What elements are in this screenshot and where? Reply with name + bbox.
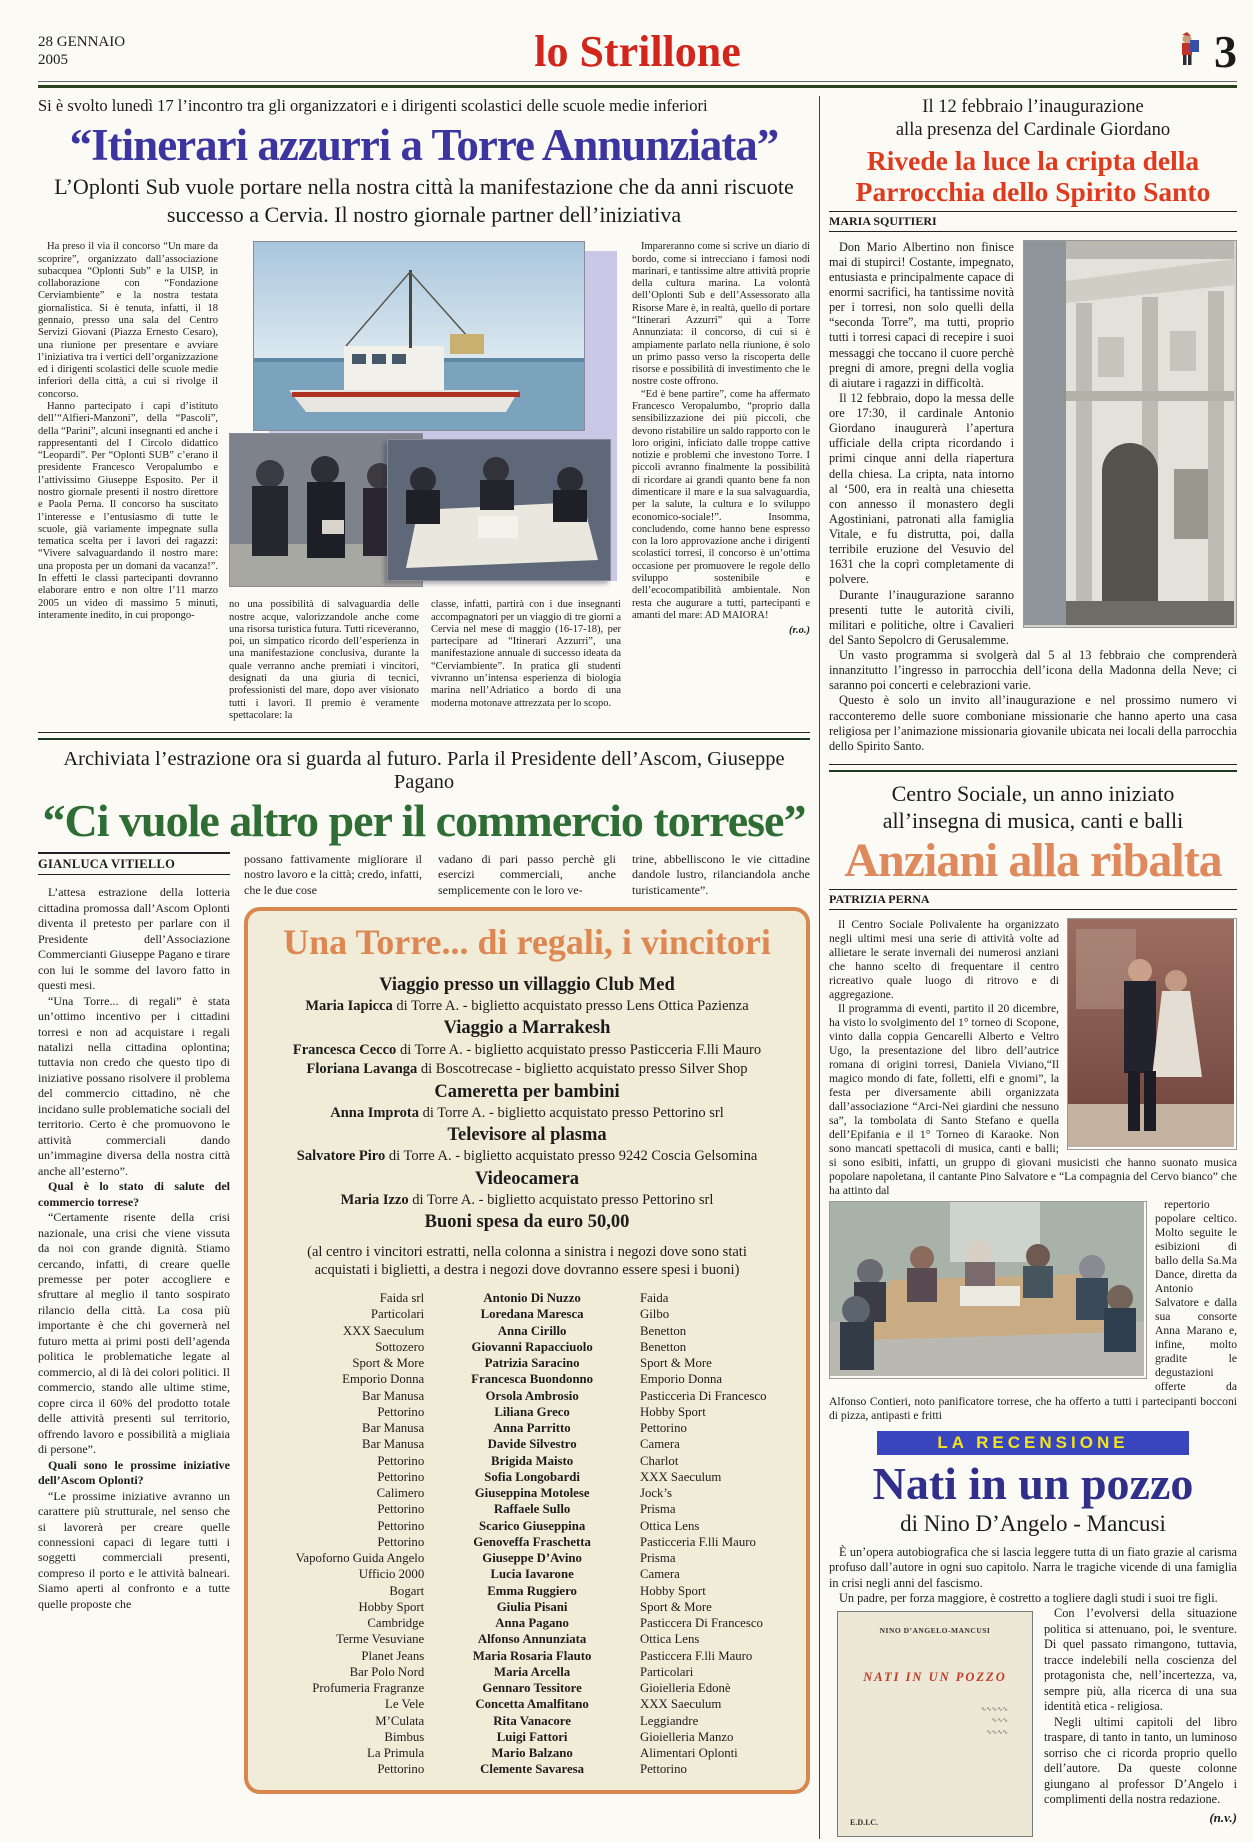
prize-list [266, 973, 788, 1235]
purchase-shop: M’Culata [375, 1713, 425, 1728]
winner-row [266, 1615, 788, 1631]
purchase-shop: Hobby Sport [358, 1599, 425, 1614]
article-byline: PATRIZIA PERNA [829, 889, 1237, 910]
purchase-shop: Sport & More [352, 1356, 425, 1371]
winner-name: Alfonso Annunziata [477, 1632, 587, 1647]
spend-shop: Camera [639, 1437, 680, 1452]
winner-row [266, 1404, 788, 1420]
winner-row [266, 1290, 788, 1306]
purchase-shop: Particolari [370, 1307, 425, 1322]
winner-name: Maria Rosaria Flauto [472, 1648, 592, 1663]
review-banner: LA RECENSIONE [877, 1431, 1189, 1455]
winner-row [266, 1388, 788, 1404]
mascot-icon [1176, 32, 1202, 71]
winner-name: Concetta Amalfitano [475, 1697, 589, 1712]
spend-shop: Prisma [639, 1502, 676, 1517]
winner-name: Gennaro Tessitore [482, 1681, 582, 1696]
prize-winner: Maria Izzo di Torre A. - biglietto acquistato presso Pettorino srl [340, 1191, 714, 1208]
purchase-shop: Ufficio 2000 [358, 1567, 425, 1582]
winner-name: Anna Parritto [493, 1421, 571, 1436]
article-top-columns [244, 852, 810, 898]
winner-name: Davide Silvestro [487, 1437, 577, 1452]
winner-row [266, 1599, 788, 1615]
article-kicker: Archiviata l’estrazione ora si guarda al futuro. Parla il Presidente dell’Ascom, Giuseppe Pagano [63, 748, 785, 794]
purchase-shop: Vapoforno Guida Angelo [295, 1551, 425, 1566]
purchase-shop: Profumeria Fragranze [312, 1681, 425, 1696]
winner-name: Anna Cirillo [497, 1323, 567, 1338]
spend-shop: Charlot [639, 1453, 679, 1468]
article-kicker: Si è svolto lunedì 17 l’incontro tra gli organizzatori e i dirigenti scolastici delle scuole medie inferiori [38, 96, 708, 115]
purchase-shop: Bar Polo Nord [349, 1664, 425, 1679]
winner-row [266, 1485, 788, 1501]
spend-shop: Alimentari Oplonti [639, 1746, 738, 1761]
page-number: 3 [1214, 25, 1237, 77]
purchase-shop: Calimero [376, 1486, 425, 1501]
spend-shop: Pettorino [639, 1762, 687, 1777]
purchase-shop: Bar Manusa [362, 1437, 425, 1452]
purchase-shop: Le Vele [385, 1697, 425, 1712]
article-headline: “Itinerari azzurri a Torre Annunziata” [69, 119, 779, 170]
paragraph: Un padre, per forza maggiore, è costretto a togliere dagli studi i suoi tre figli. [839, 1590, 1218, 1605]
prize-winner: Francesca Cecco di Torre A. - biglietto acquistato presso Pasticceria F.lli Mauro [292, 1041, 762, 1058]
article-body [829, 240, 1237, 754]
book-title: NATI IN UN POZZO [863, 1669, 1007, 1684]
winner-row [266, 1664, 788, 1680]
winner-row [266, 1518, 788, 1534]
spend-shop: Benetton [639, 1339, 687, 1354]
winner-row [266, 1534, 788, 1550]
winner-name: Rita Vanacore [493, 1713, 571, 1728]
spend-shop: XXX Saeculum [639, 1469, 722, 1484]
book-author: NINO D’ANGELO-MANCUSI [879, 1626, 991, 1636]
spend-shop: Hobby Sport [639, 1583, 706, 1598]
prize-winner: Anna Improta di Torre A. - biglietto acquistato presso Pettorino srl [330, 1104, 724, 1121]
purchase-shop: Pettorino [377, 1518, 425, 1533]
purchase-shop: Pettorino [377, 1469, 425, 1484]
paragraph: Con l’evolversi della situazione politica si attenuano, poi, le sventure. Di quel passato rimangono, tuttavia, tracce indelebili nella coscienza del protagonista che, nell’incertezza, va, sempre più, alla ricerca di una sua identità etica - religiosa. [1044, 1606, 1237, 1714]
prize-title: Viaggio a Marrakesh [443, 1018, 611, 1039]
purchase-shop: Pettorino [377, 1404, 425, 1419]
prize-winner: Maria Iapicca di Torre A. - biglietto acquistato presso Lens Ottica Pazienza [305, 997, 749, 1014]
purchase-shop: Bar Manusa [362, 1388, 425, 1403]
kicker-line: Il 12 febbraio l’inaugurazione [922, 97, 1144, 117]
winner-row [266, 1306, 788, 1322]
winner-row [266, 1680, 788, 1696]
spend-shop: Benetton [639, 1323, 687, 1338]
purchase-shop: Pettorino [377, 1762, 425, 1777]
newspaper-title: lo Strillone [534, 27, 741, 76]
winner-name: Scarico Giuseppina [478, 1518, 586, 1533]
winner-name: Mario Balzano [491, 1746, 573, 1761]
article-column-1 [38, 241, 218, 722]
winner-row [266, 1469, 788, 1485]
winner-row [266, 1501, 788, 1517]
spend-shop: Ottica Lens [639, 1632, 700, 1647]
masthead [38, 26, 1237, 77]
meeting-photo-right [387, 439, 611, 581]
article-column-2: no una possibilità di salvaguardia delle nostre acque, valorizzandole anche come una risorsa turistica futura. Tutti riceveranno, poi, un simpatico ricordo dell’esperienza in una manifestazione conclusiva, durante la quale verranno anche premiati i vincitori, designati da una giuria di tecnici, professionisti del mare, dopo aver visionato tutti i lavori. Il premio è veramente spettacolare: la [229, 599, 419, 721]
winner-row [266, 1696, 788, 1712]
paragraph: Il 12 febbraio, dopo la messa delle ore 17:30, il cardinale Antonio Giordano inaugurerà l’apertura ufficiale della cripta ricordando i primi cinque anni della riapertura della chiesa. La cripta, nata intorno al ‘500, era in realtà una chiesetta con annesso il monastero degli Agostiniani, patronati alla famiglia Vitale, e fu distrutta, poi, dalla terribile eruzione del Vesuvio del 1631 che la coprì completamente di polvere. [829, 390, 1014, 587]
spend-shop: Gioielleria Edonè [639, 1681, 731, 1696]
prize-winner: Salvatore Piro di Torre A. - biglietto acquistato presso 9242 Coscia Gelsomina [296, 1148, 758, 1165]
paragraph: L’attesa estrazione della lotteria cittadina promossa dall’Ascom Oplonti diventa il pretesto per parlare con il Presidente dell’Associazione Commercianti Giuseppe Pagano e tirare con lui le somme del lavoro fatto in questi mesi. [38, 885, 230, 993]
winner-row [266, 1761, 788, 1777]
article-headline: Anziani alla ribalta [844, 833, 1222, 887]
spend-shop: Gioielleria Manzo [639, 1729, 734, 1744]
winner-name: Giulia Pisani [496, 1599, 568, 1614]
winners-table [266, 1290, 788, 1778]
book-cover-caption: ∿∿∿∿∿ ∿∿∿ ∿∿∿∿ [980, 1705, 1008, 1737]
review-signature: (n.v.) [1209, 1809, 1237, 1825]
date-line2: 2005 [38, 51, 68, 68]
winner-row [266, 1420, 788, 1436]
church-facade-photo [1023, 240, 1237, 628]
winner-row [266, 1550, 788, 1566]
article-column-4 [632, 241, 810, 722]
winner-row [266, 1339, 788, 1355]
winner-name: Sofia Longobardi [484, 1469, 580, 1484]
purchase-shop: Sottozero [375, 1339, 425, 1354]
winner-row [266, 1631, 788, 1647]
spend-shop: Hobby Sport [639, 1404, 706, 1419]
article-column-3: vadano di pari passo perchè gli esercizi commerciali, anche semplicemente con le loro ve- [438, 852, 616, 897]
section-divider-rule [829, 764, 1237, 772]
prize-winner: Floriana Lavanga di Boscotrecase - biglietto acquistato presso Silver Shop [306, 1061, 748, 1078]
left-section [38, 96, 810, 1839]
article-cripta [829, 96, 1237, 754]
article-column-1 [38, 852, 230, 1794]
winners-note: (al centro i vincitori estratti, nella colonna a sinistra i negozi dove sono stati acquistati i biglietti, a destra i negozi dove dovranno essere spesi i buoni) [307, 1243, 747, 1279]
issue-date [38, 34, 188, 69]
article-commercio [38, 748, 810, 1794]
paragraph: repertorio popolare celtico. Molto seguite le esibizioni di ballo della Sa.Ma Dance, diretta da Antonio Salvatore e dalla sua consorte Anna Marano e, infine, molto gradite le degustazioni offerte da Alfonso Contieri, noto panificatore torrese, che ha offerto a tutti i partecipanti bocconi di pizza, antipasti e fritti [829, 1198, 1237, 1422]
purchase-shop: Cambridge [367, 1616, 425, 1631]
spend-shop: XXX Saeculum [639, 1697, 722, 1712]
winner-name: Giuseppina Motolese [474, 1486, 590, 1501]
spend-shop: Camera [639, 1567, 680, 1582]
article-headline: Rivede la luce la cripta della Parrocchia dello Spirito Santo [855, 145, 1211, 207]
winner-row [266, 1436, 788, 1452]
article-headline: “Ci vuole altro per il commercio torrese” [42, 795, 806, 847]
winner-name: Raffaele Sullo [493, 1502, 571, 1517]
spend-shop: Faida [639, 1291, 669, 1306]
winner-row [266, 1371, 788, 1387]
article-column-2: possano fattivamente migliorare il nostro lavoro e la città; credo, infatti, che le due cose [244, 852, 422, 897]
paragraph: “Certamente risente della crisi nazionale, una crisi che viene vissuta da noi con grande dignità. Stiamo cercando, infatti, di creare quelle premesse per poter accogliere e sfruttare al meglio il tanto sospirato rilancio della città. La cosa più importante è che chi governerà nel futuro metta ai primi posti dell’agenda politica le problematiche legate al commercio, al di là dei colori politici. Il commercio, stando alle ultime stime, copre circa il 60% del prodotto totale delle attività presenti sul territorio, offrendo lavoro e possibilità a migliaia di persone”. [38, 1210, 230, 1457]
spend-shop: Jock’s [639, 1486, 672, 1501]
spend-shop: Emporio Donna [639, 1372, 723, 1387]
winner-row [266, 1355, 788, 1371]
article-kicker [829, 96, 1237, 141]
spend-shop: Sport & More [639, 1356, 712, 1371]
paragraph: Il programma di eventi, partito il 20 dicembre, ha visto lo svolgimento del 1° torneo di Scopone, vinto dalla coppia Gencarelli Alberto e Veltro Ugo, la presentazione del libro dell’autrice romana di origini torresi, Daniela Viviano,“Il magico mondo di fate, folletti, elfi e gnomi”, la festa per diversamente abili organizzata dall’associazione “Arci-Nei giardini che nessuno sa”, la tombolata di Santo Stefano e quella dell’Epifania e il 1° Torneo di Karaoke. Non sono mancati spettacoli di musica, canti e balli; si sono esibiti, infatti, un gruppo di giovani musicisti che hanno suonato musica popolare napoletana, il cantante Pino Salvatore e “La compagnia del Cervo bianco” che ha attinto dal [829, 1002, 1237, 1198]
winner-name: Maria Arcella [494, 1664, 571, 1679]
winner-row [266, 1648, 788, 1664]
winner-row [266, 1745, 788, 1761]
article-column-4: trine, abbelliscono le vie cittadine dandole lustro, rilanciandola anche turisticamente”. [632, 852, 810, 897]
spend-shop: Gilbo [639, 1307, 670, 1322]
article-anziani [829, 780, 1237, 1423]
vertical-column-divider [819, 96, 820, 1839]
paragraph: Don Mario Albertino non finisce mai di stupirci! Costante, impegnato, entusiasta e principalmente capace di enormi sacrifici, ha tantissime novità per i torresi, non solo quelli della “seconda Torre”, ma tutti, proprio tutti i torresi capaci di recepire i suoi messaggi che toccano il cuore perchè pregni di amore, pregni della voglia di aiutare i ragazzi in difficoltà. [829, 239, 1014, 390]
article-deck: L’Oplonti Sub vuole portare nella nostra città la manifestazione che da anni riscuote successo a Cervia. Il nostro giornale partner dell’iniziativa [54, 174, 794, 228]
spend-shop: Particolari [639, 1664, 694, 1679]
review-body [829, 1545, 1237, 1840]
winners-box [244, 907, 810, 1794]
winner-name: Lucia Iavarone [490, 1567, 574, 1582]
date-line1: 28 GENNAIO [38, 34, 126, 51]
spend-shop: Sport & More [639, 1599, 712, 1614]
article-photo-area [229, 241, 621, 722]
prize-title: Videocamera [474, 1168, 580, 1189]
article-byline: MARIA SQUITIERI [829, 211, 1237, 232]
prize-title: Viaggio presso un villaggio Club Med [379, 974, 675, 995]
article-column-3: classe, infatti, partirà con i due insegnanti accompagnatori per un viaggio di tre giorni a Cervia nel mese di maggio (16-17-18), per partecipare ad “Itinerari Azzurri”, una manifestazione annuale di successo ideata da “Cerviambiente”. In pratica gli studenti vivranno un’intensa esperienza di biologia marina nell’Adriatico a bordo di una moderna motonave attrezzata per lo scopo. [431, 599, 621, 709]
right-section [829, 96, 1237, 1839]
paragraph: Questo è solo un invito all’inaugurazione e nel prossimo numero vi racconteremo delle suore comboniane missionarie che hanno aperto una casa religiosa per l’animazione missionaria giovanile ubicata nei locali della parrocchia dello Spirito Santo. [829, 693, 1237, 753]
prize-title: Televisore al plasma [447, 1125, 607, 1146]
winner-row [266, 1583, 788, 1599]
purchase-shop: Faida srl [379, 1291, 425, 1306]
purchase-shop: Planet Jeans [361, 1648, 425, 1663]
kicker-line: alla presenza del Cardinale Giordano [895, 119, 1171, 140]
purchase-shop: Terme Vesuviane [336, 1632, 425, 1647]
winner-row [266, 1729, 788, 1745]
purchase-shop: Bar Manusa [362, 1421, 425, 1436]
winner-name: Genoveffa Fraschetta [473, 1534, 591, 1549]
paragraph: Impareranno come si scrive un diario di bordo, come si intrecciano i famosi nodi marinari, e tantissime altre attività proprie della cultura marina. La volontà dell’Oplonti Sub e dell’Assessorato alla Risorse Mare è, in realtà, quello di portare “Itinerari Azzurri” qui a Torre Annunziata: il concorso, di cui si è ampiamente parlato nella riunione, è solo un primo passo verso la riscoperta delle risorse e possibilità di investimento che le nostre coste offrono. [632, 241, 810, 388]
purchase-shop: Pettorino [377, 1534, 425, 1549]
section-divider-rule [38, 732, 810, 740]
purchase-shop: XXX Saeculum [342, 1323, 425, 1338]
winner-name: Liliana Greco [494, 1404, 570, 1419]
purchase-shop: La Primula [367, 1746, 425, 1761]
paragraph: Negli ultimi capitoli del libro traspare, di tanto in tanto, un luminoso sorriso che ci ricorda proprio quello dell’autore. Da queste colonne giungano al professor D’Angelo i complimenti della nostra redazione. [1044, 1714, 1237, 1807]
spend-shop: Pasticcera F.lli Mauro [639, 1648, 753, 1663]
paragraph: Ha preso il via il concorso “Un mare da scoprire”, organizzato dall’associazione subacquea “Oplonti Sub” e la UISP, in collaborazione con “Fondazione Cerviambiente” e la nostra testata giornalistica. Si è tenuta, infatti, il 18 gennaio, presso una sala del Centro Servizi Giovani (Piazza Ernesto Cesaro), una riunione per presentare e avviare l’iniziativa tra i vertici dell’organizzazione ed i dirigenti scolastici delle scuole medie inferiori della città, a cui si rivolge il concorso. [38, 241, 218, 400]
review-subtitle: di Nino D’Angelo - Mancusi [900, 1510, 1166, 1536]
winner-row [266, 1453, 788, 1469]
paragraph: Hanno partecipato i capi d’istituto dell’“Alfieri-Manzoni”, della “Pascoli”, della “Parini”, alcuni insegnanti ed anche i rappresentanti del I Circolo didattico “Leopardi”. Per “Oplonti SUB” c’erano il presidente Francesco Veropalumbo e l’attivissimo Giuseppe Esposito. Per il nostro giornale presenti il nostro direttore e Paola Perna. Il concorso ha suscitato l’interesse e l’entusiasmo di tutte le scuole, già variamente impegnate sulla tematica scelta per i lavori dei ragazzi: “Vivere salvaguardando il nostro mare: una proposta per un domani da vacanza!”. In effetti le classi partecipanti dovranno elaborare entro e non oltre l’11 marzo 2005 un video di massimo 5 minuti, interamente inedito, in cui propongo- [38, 401, 218, 621]
winner-name: Luigi Fattori [496, 1729, 568, 1744]
winner-name: Anna Pagano [495, 1616, 569, 1631]
spend-shop: Pasticcera Di Francesco [639, 1616, 763, 1631]
winners-box-title: Una Torre... di regali, i vincitori [283, 921, 771, 962]
book-publisher: E.D.I.C. [850, 1818, 879, 1828]
article-kicker: Centro Sociale, un anno iniziato all’insegna di musica, canti e balli [882, 780, 1184, 834]
winner-name: Patrizia Saracino [484, 1356, 580, 1371]
page-number-box [1087, 25, 1237, 77]
header-rule [38, 81, 1237, 88]
paragraph: “Una Torre... di regali” è stata un’ottimo incentivo per i cittadini torresi e non ad acquistare i regali natalizi nella cittadina oplontina; tuttavia non credo che questo tipo di iniziative possano risolvere il problema del commercio cittadino, nè che incidano sulle problematiche sociali del territorio. Certo è che promuovono le attività commerciali dando un’immagine diversa della nostra città anche all’esterno”. [38, 993, 230, 1178]
spend-shop: Leggiandre [639, 1713, 699, 1728]
purchase-shop: Pettorino [377, 1453, 425, 1468]
winner-row [266, 1713, 788, 1729]
fishing-boat-photo [253, 241, 585, 431]
paragraph: Un vasto programma si svolgerà dal 5 al 13 febbraio che comprenderà innanzitutto l’ingresso in parrocchia dell’icona della Madonna della Neve; ci saranno poi concerti e celebrazioni varie. [829, 648, 1237, 693]
spend-shop: Pasticceria Di Francesco [639, 1388, 767, 1403]
winner-name: Giovanni Rapacciuolo [471, 1339, 593, 1354]
paragraph: È un’opera autobiografica che si lascia leggere tutta di un fiato grazie al carisma profuso dall’autore in ogni suo capitolo. Narra le tragiche vicende di una famiglia in crisi negli anni del fascismo. [829, 1544, 1237, 1590]
winner-row [266, 1566, 788, 1582]
paragraph: Il Centro Sociale Polivalente ha organizzato negli ultimi mesi una serie di attività volte ad allietare le serate invernali dei numerosi anziani che hanno scelto di frequentare il centro ricreativo quale luogo di ritrovo e di aggregazione. [829, 917, 1059, 1002]
purchase-shop: Pettorino [377, 1502, 425, 1517]
seniors-table-photo [829, 1201, 1147, 1379]
purchase-shop: Bogart [389, 1583, 425, 1598]
prize-title: Cameretta per bambini [434, 1081, 620, 1102]
winner-name: Orsola Ambrosio [485, 1388, 579, 1403]
winner-row [266, 1323, 788, 1339]
winner-name: Clemente Savaresa [480, 1762, 585, 1777]
ballroom-dancers-photo [1067, 918, 1237, 1150]
prize-title: Buoni spesa da euro 50,00 [424, 1212, 630, 1233]
winner-name: Giuseppe D’Avino [482, 1551, 582, 1566]
purchase-shop: Bimbus [384, 1729, 425, 1744]
interview-question: Quali sono le prossime iniziative dell’Ascom Oplonti? [38, 1457, 230, 1488]
winner-name: Francesca Buondonno [471, 1372, 594, 1387]
winner-name: Loredana Maresca [480, 1307, 584, 1322]
spend-shop: Pettorino [639, 1421, 687, 1436]
article-signature: (r.o.) [789, 625, 810, 637]
winner-name: Antonio Di Nuzzo [483, 1291, 581, 1306]
paragraph: Durante l’inaugurazione saranno presenti tutte le autorità civili, militari e politiche, oltre i Cavalieri del Santo Sepolcro di Gerusalemme. [829, 587, 1014, 647]
spend-shop: Pasticceria F.lli Mauro [639, 1534, 756, 1549]
article-byline: GIANLUCA VITIELLO [38, 852, 230, 875]
article-itinerari [38, 96, 810, 722]
spend-shop: Prisma [639, 1551, 676, 1566]
winner-name: Emma Ruggiero [487, 1583, 577, 1598]
paragraph: “Ed è bene partire”, come ha affermato Francesco Veropalumbo, “proprio dalla sensibilizzazione dei più piccoli, che devono ristabilire un saldo rapporto con le loro origini, inficiato dalle troppe cattive notizie e problemi che investono Torre. I piccoli avranno finalmente la possibilità di ricordare ai grandi quanto bene fa non dimenticare il mare e la sua salvaguardia, per la salute, la cultura e lo sviluppo economico-sociale!”. Insomma, concludendo, come hanno bene espresso con la loro approvazione anche i dirigenti scolastici torresi, il concorso è un’ottima occasione per promuovere le regole dello sviluppo sostenibile e dell’ecocompatibilità ambientale. Non resta che augurare a tutti, partecipanti e amanti del mare: AD MAIORA! [632, 388, 810, 621]
spend-shop: Ottica Lens [639, 1518, 700, 1533]
paragraph: “Le prossime iniziative avranno un carattere più strutturale, nel senso che si lavorerà per creare quelle connessioni capaci di legare tutti i soggetti commerciali presenti, compreso il porto e le attività balneari. Siamo aperti al confronto e a tutte quelle proposte che [38, 1488, 230, 1611]
purchase-shop: Emporio Donna [342, 1372, 425, 1387]
interview-question: Qual è lo stato di salute del commercio torrese? [38, 1179, 230, 1209]
book-cover-image [837, 1611, 1033, 1837]
winner-name: Brigida Maisto [491, 1453, 574, 1468]
article-recensione [829, 1431, 1237, 1840]
review-headline: Nati in un pozzo [872, 1457, 1194, 1509]
article-body [829, 918, 1237, 1423]
